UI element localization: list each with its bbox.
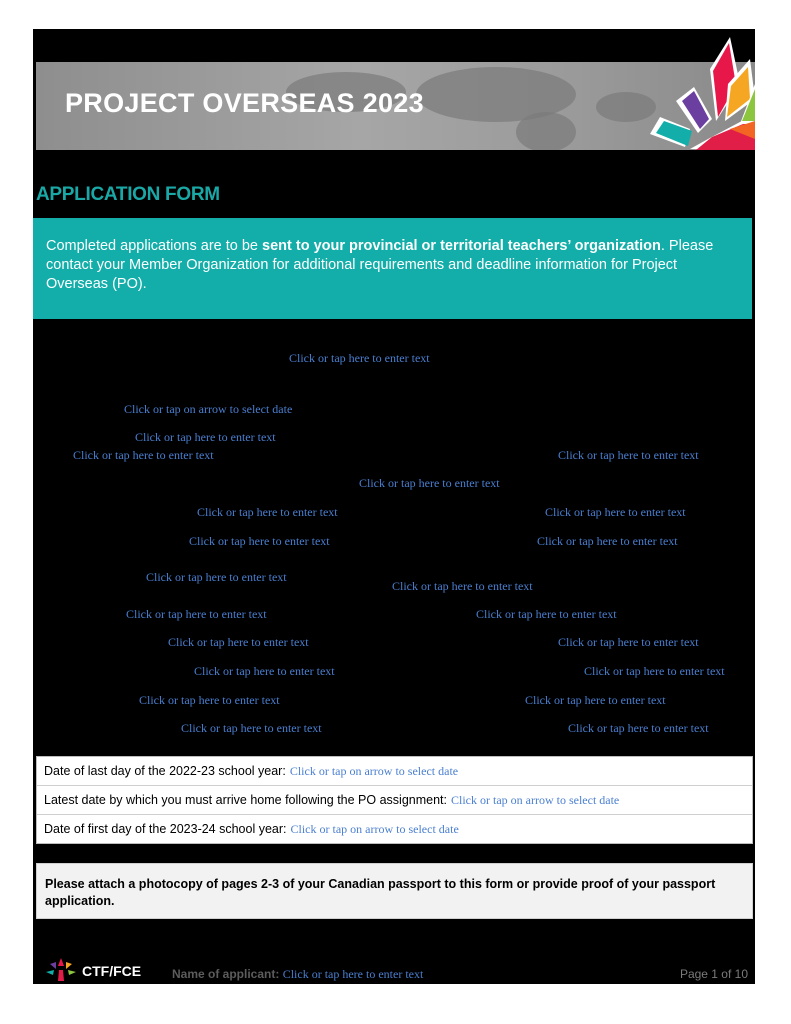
maple-flower-icon	[44, 956, 78, 982]
intro-text: Completed applications are to be sent to your provincial or territorial teachers’ organization. Please contact your Member Organization for additional requirements and deadline information for Project Overseas (PO).	[46, 238, 714, 292]
text-field[interactable]: Click or tap here to enter text	[476, 607, 617, 621]
text-field[interactable]: Click or tap here to enter text	[135, 430, 276, 444]
table-row	[37, 786, 752, 815]
table-row	[37, 757, 752, 786]
applicant-name-line	[172, 967, 423, 982]
date-label: Date of first day of the 2023-24 school year:	[44, 822, 287, 836]
text-field[interactable]: Click or tap here to enter text	[194, 664, 335, 678]
text-field[interactable]: Click or tap here to enter text	[168, 635, 309, 649]
text-field[interactable]: Click or tap here to enter text	[558, 448, 699, 462]
page-title: PROJECT OVERSEAS 2023	[65, 88, 424, 118]
date-picker[interactable]: Click or tap on arrow to select date	[289, 763, 459, 778]
text-field[interactable]: Click or tap here to enter text	[584, 664, 725, 678]
applicant-name-label: Name of applicant:	[172, 967, 280, 981]
text-field[interactable]: Click or tap here to enter text	[545, 505, 686, 519]
date-label: Date of last day of the 2022-23 school year:	[44, 764, 286, 778]
date-picker[interactable]: Click or tap on arrow to select date	[290, 821, 459, 836]
section-title: APPLICATION FORM	[36, 184, 220, 205]
text-field[interactable]: Click or tap here to enter text	[525, 693, 666, 707]
text-field[interactable]: Click or tap here to enter text	[392, 579, 533, 593]
table-row	[37, 815, 752, 843]
date-picker[interactable]: Click or tap on arrow to select date	[450, 792, 620, 807]
text-field[interactable]: Click or tap here to enter text	[558, 635, 699, 649]
applicant-name-field[interactable]: Click or tap here to enter text	[282, 967, 424, 981]
date-label: Latest date by which you must arrive home following the PO assignment:	[44, 793, 447, 807]
logo-text: CTF/FCE	[82, 963, 142, 979]
text-field[interactable]: Click or tap here to enter text	[189, 534, 330, 548]
text-field[interactable]: Click or tap here to enter text	[568, 721, 709, 735]
text-field[interactable]: Click or tap here to enter text	[181, 721, 322, 735]
text-field[interactable]: Click or tap here to enter text	[359, 476, 500, 490]
intro-box	[33, 218, 752, 319]
text-field[interactable]: Click or tap here to enter text	[537, 534, 678, 548]
text-field[interactable]: Click or tap here to enter text	[139, 693, 280, 707]
form-page	[33, 29, 755, 984]
page-number: Page 1 of 10	[679, 967, 748, 981]
passport-note-box	[36, 863, 753, 919]
date-picker[interactable]: Click or tap on arrow to select date	[124, 402, 293, 416]
maple-flower-logo	[590, 29, 755, 150]
text-field[interactable]: Click or tap here to enter text	[146, 570, 287, 584]
text-field[interactable]: Click or tap here to enter text	[126, 607, 267, 621]
passport-note: Please attach a photocopy of pages 2-3 of your Canadian passport to this form or provide proof of your passport application.	[45, 877, 716, 908]
text-field[interactable]: Click or tap here to enter text	[197, 505, 338, 519]
ctf-fce-logo	[44, 956, 142, 982]
text-field[interactable]: Click or tap here to enter text	[289, 351, 430, 365]
dates-table	[36, 756, 753, 844]
text-field[interactable]: Click or tap here to enter text	[73, 448, 214, 462]
